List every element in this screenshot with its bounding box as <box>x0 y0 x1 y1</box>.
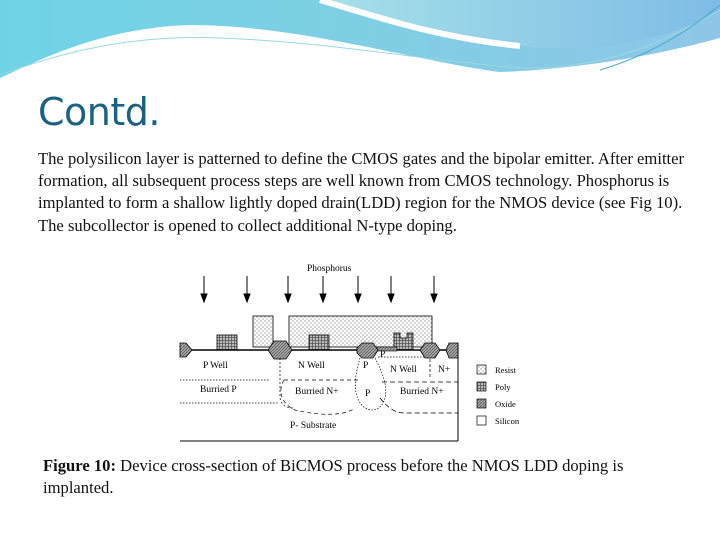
label-p-1: P <box>363 361 369 371</box>
header-wave-decoration <box>0 0 720 90</box>
label-p-top: P <box>380 350 386 360</box>
legend-oxide-label: Oxide <box>495 399 516 409</box>
resist-block-left <box>253 316 273 347</box>
figure-caption <box>43 455 663 499</box>
implant-label: Phosphorus <box>307 264 352 274</box>
label-p-well: P Well <box>203 361 228 371</box>
label-n-plus: N+ <box>438 365 451 375</box>
bicmos-cross-section-figure <box>170 258 540 448</box>
label-p-substrate: P- Substrate <box>290 421 337 431</box>
label-n-well-1: N Well <box>298 361 325 371</box>
label-buried-n-2: Burried N+ <box>400 387 444 397</box>
figure-legend <box>477 365 520 426</box>
legend-resist-label: Resist <box>495 365 516 375</box>
legend-oxide-swatch <box>477 399 486 408</box>
caption-text: Device cross-section of BiCMOS process before the NMOS LDD doping is implanted. <box>43 456 624 497</box>
implant-arrows <box>201 276 437 302</box>
label-p-2: P <box>365 389 371 399</box>
label-buried-n-1: Burried N+ <box>295 387 339 397</box>
body-paragraph: The polysilicon layer is patterned to define the CMOS gates and the bipolar emitter. After emitter formation, all subsequent process steps are well known from CMOS technology. Phosphorus is implanted to form a shallow lightly doped drain(LDD) region for the NMOS device (see Fig 10). The subcollector is opened to collect additional N-type doping. <box>38 149 685 235</box>
caption-label: Figure 10: <box>43 456 116 475</box>
legend-poly-label: Poly <box>495 382 511 392</box>
slide-title: Contd. <box>38 90 160 134</box>
legend-silicon-swatch <box>477 416 486 425</box>
label-buried-p: Burried P <box>200 385 237 395</box>
label-n-well-2: N Well <box>390 365 417 375</box>
legend-resist-swatch <box>477 365 486 374</box>
poly-gate-pmos <box>309 335 329 350</box>
legend-silicon-label: Silicon <box>495 416 520 426</box>
poly-gate-nmos <box>217 335 237 350</box>
legend-poly-swatch <box>477 382 486 391</box>
